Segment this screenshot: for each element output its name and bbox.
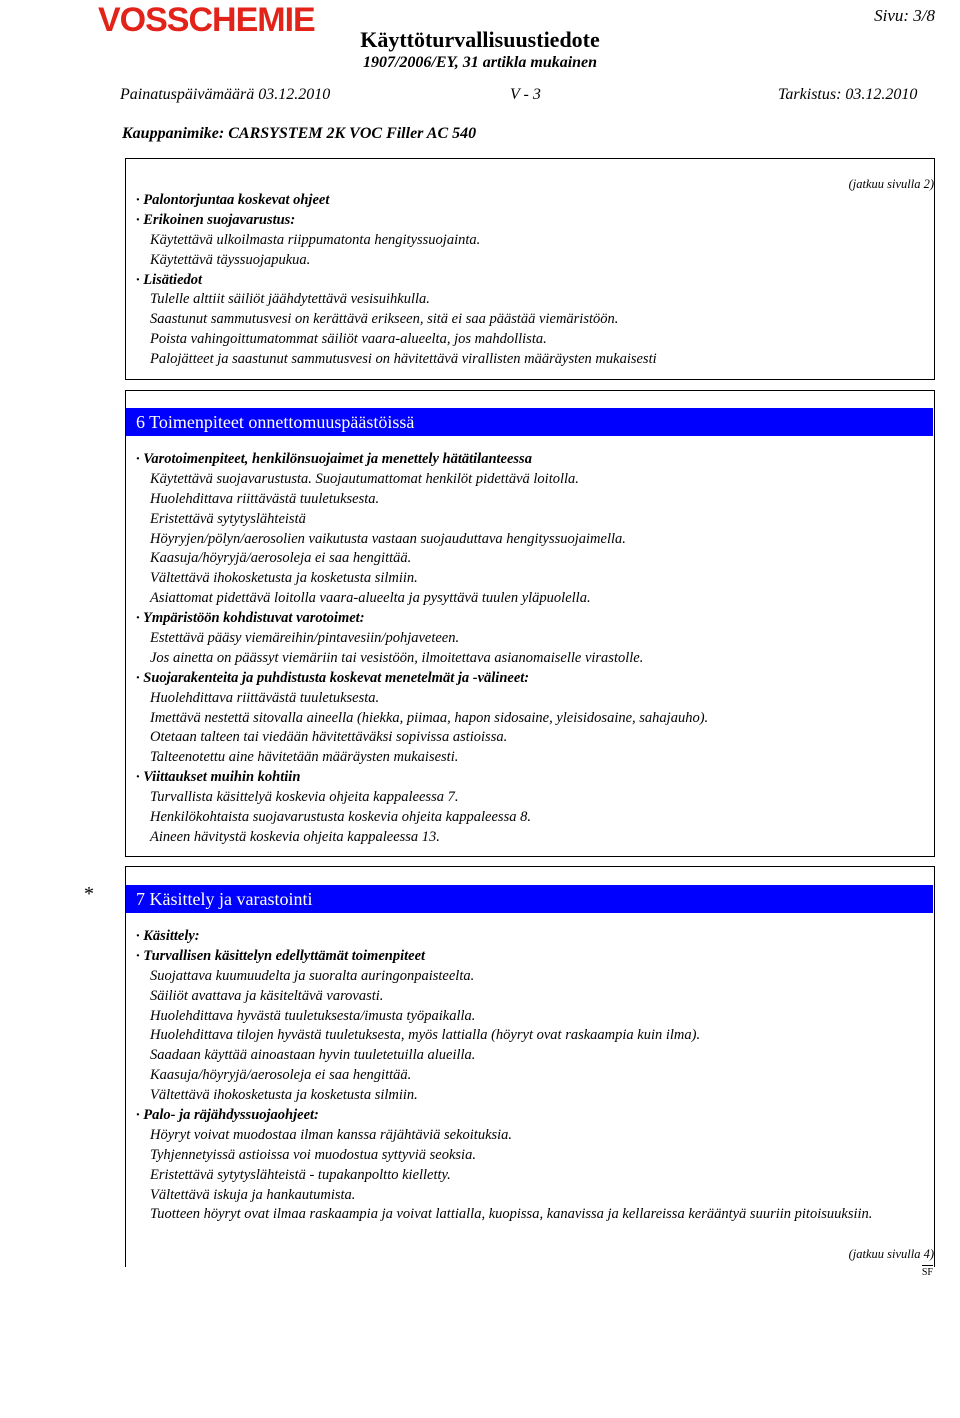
- product-name: Kauppanimike: CARSYSTEM 2K VOC Filler AC 540: [122, 125, 477, 142]
- body-line: Eristettävä sytytyslähteistä: [150, 510, 306, 527]
- body-line: Vältettävä ihokosketusta ja kosketusta silmiin.: [150, 1087, 418, 1104]
- body-line: Käytettävä suojavarustusta. Suojautumattomat henkilöt pidettävä loitolla.: [150, 470, 579, 487]
- body-line: Tyhjennetyissä astioissa voi muodostua syttyviä seoksia.: [150, 1146, 476, 1163]
- body-line: Huolehdittava tilojen hyvästä tuuletuksesta, myös lattialla (höyryt ovat raskaampia kuin ilma).: [150, 1027, 701, 1044]
- subsection-heading: · Ympäristöön kohdistuvat varotoimet:: [136, 610, 365, 627]
- subsection-heading: · Erikoinen suojavarustus:: [136, 211, 296, 228]
- body-line: Suojattava kuumuudelta ja suoralta auringonpaisteelta.: [150, 967, 475, 984]
- document-subtitle: 1907/2006/EY, 31 artikla mukainen: [362, 54, 598, 71]
- body-line: Eristettävä sytytyslähteistä - tupakanpoltto kielletty.: [150, 1166, 451, 1183]
- continued-on-note: (jatkuu sivulla 4): [848, 1247, 934, 1261]
- subsection-heading: · Palontorjuntaa koskevat ohjeet: [136, 192, 330, 208]
- body-line: Huolehdittava riittävästä tuuletuksesta.: [150, 490, 380, 507]
- subsection-heading: · Viittaukset muihin kohtiin: [136, 769, 301, 786]
- document-title: Käyttöturvallisuustiedote: [360, 27, 600, 52]
- body-line: Tulelle alttiit säiliöt jäähdytettävä vesisuihkulla.: [150, 291, 430, 308]
- subsection-heading: · Palo- ja räjähdyssuojaohjeet:: [136, 1107, 319, 1124]
- subsection-heading: · Turvallisen käsittelyn edellyttämät toimenpiteet: [136, 947, 426, 964]
- logo-text: VOSSCHEMIE: [98, 2, 315, 38]
- revision-date: Tarkistus: 03.12.2010: [778, 86, 918, 103]
- subsection-heading: · Suojarakenteita ja puhdistusta koskevat menetelmät ja -välineet:: [136, 669, 530, 686]
- section-6-heading: 6 Toimenpiteet onnettomuuspäästöissä: [126, 408, 933, 436]
- body-line: Huolehdittava hyvästä tuuletuksesta/imusta työpaikalla.: [150, 1007, 476, 1024]
- section-7-content: [136, 927, 936, 1225]
- body-line: Käytettävä ulkoilmasta riippumatonta hengityssuojainta.: [150, 231, 481, 248]
- revision-marker: *: [84, 883, 94, 905]
- body-line: Poista vahingoittumatommat säiliöt vaara-alueelta, jos mahdollista.: [150, 331, 547, 348]
- body-line: Talteenotettu aine hävitetään määräysten mukaisesti.: [150, 749, 459, 766]
- body-line: Henkilökohtaista suojavarustusta koskevia ohjeita kappaleessa 8.: [150, 809, 531, 826]
- page-number: Sivu: 3/8: [874, 6, 935, 25]
- body-line: Vältettävä iskuja ja hankautumista.: [150, 1186, 356, 1203]
- body-line: Kaasuja/höyryjä/aerosoleja ei saa hengittää.: [150, 1067, 412, 1084]
- print-date: Painatuspäivämäärä 03.12.2010: [120, 86, 331, 103]
- body-line: Höyryt voivat muodostaa ilman kanssa räjähtäviä sekoituksia.: [150, 1126, 513, 1143]
- body-line: Huolehdittava riittävästä tuuletuksesta.: [150, 689, 380, 706]
- body-line: Otetaan talteen tai viedään hävitettäväksi sopivissa astioissa.: [150, 729, 508, 746]
- body-line: Tuotteen höyryt ovat ilmaa raskaampia ja voivat lattialla, kuopissa, kanavissa ja kellareissa kerääntyä suuriin pitoisuuksiin.: [150, 1206, 873, 1223]
- body-line: Asiattomat pidettävä loitolla vaara-alueelta ja pysyttävä tuulen yläpuolella.: [150, 590, 591, 607]
- body-line: Kaasuja/höyryjä/aerosoleja ei saa hengittää.: [150, 550, 412, 567]
- subsection-heading: · Lisätiedot: [136, 271, 203, 288]
- language-code: SF: [921, 1267, 933, 1278]
- body-line: Imettävä nestettä sitovalla aineella (hiekka, piimaa, hapon sidosaine, yleisidosaine, sahajauho).: [150, 709, 709, 726]
- section-6-content: [136, 450, 936, 848]
- body-line: Turvallista käsittelyä koskevia ohjeita kappaleessa 7.: [150, 789, 459, 806]
- continued-from-note: (jatkuu sivulla 2): [848, 177, 934, 191]
- body-line: Höyryjen/pölyn/aerosolien vaikutusta vastaan suojauduttava hengityssuojaimella.: [150, 530, 626, 547]
- body-line: Jos ainetta on päässyt viemäriin tai vesistöön, ilmoitettava asianomaiselle virastolle.: [150, 649, 644, 666]
- body-line: Käytettävä täyssuojapukua.: [150, 251, 311, 268]
- version: V - 3: [510, 86, 541, 103]
- subsection-heading: · Käsittely:: [136, 928, 200, 944]
- body-line: Aineen hävitystä koskevia ohjeita kappaleessa 13.: [150, 828, 440, 845]
- body-line: Saastunut sammutusvesi on kerättävä erikseen, sitä ei saa päästää viemäristöön.: [150, 311, 619, 328]
- body-line: Palojätteet ja saastunut sammutusvesi on hävitettävä virallisten määräysten mukaisesti: [150, 351, 657, 368]
- subsection-heading: · Varotoimenpiteet, henkilönsuojaimet ja menettely hätätilanteessa: [136, 451, 532, 467]
- body-line: Saadaan käyttää ainoastaan hyvin tuuletetuilla alueilla.: [150, 1047, 476, 1064]
- body-line: Säiliöt avattava ja käsiteltävä varovasti.: [150, 987, 384, 1004]
- body-line: Vältettävä ihokosketusta ja kosketusta silmiin.: [150, 570, 418, 587]
- section-5-content: [136, 191, 936, 370]
- body-line: Estettävä pääsy viemäreihin/pintavesiin/pohjaveteen.: [150, 630, 460, 647]
- section-7-heading: 7 Käsittely ja varastointi: [126, 885, 933, 913]
